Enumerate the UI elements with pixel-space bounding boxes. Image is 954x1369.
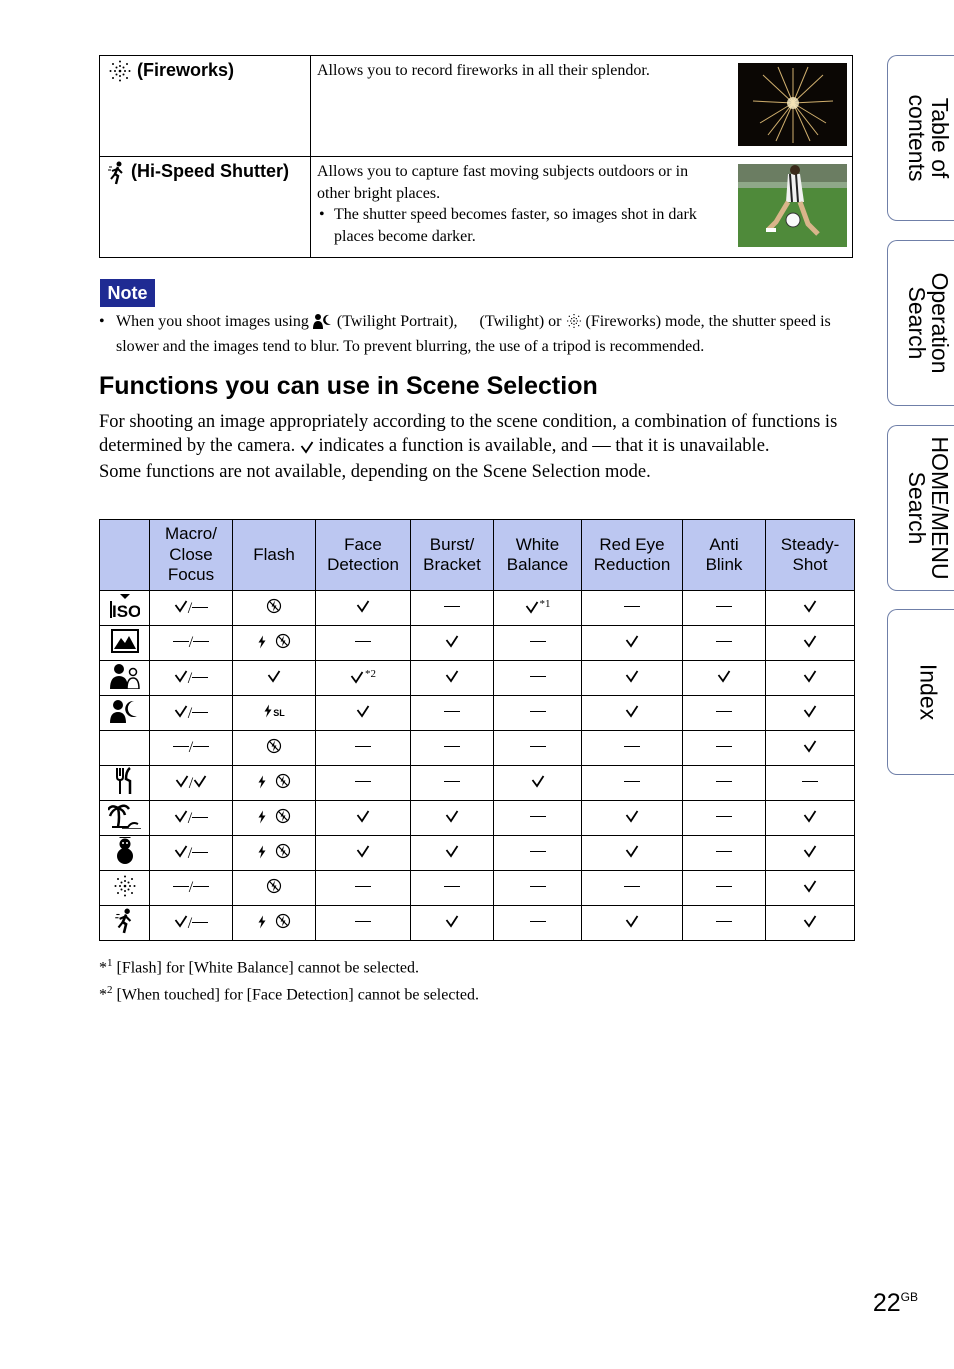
dash-mark <box>530 851 546 852</box>
table-cell <box>411 731 494 766</box>
soft-snap-icon <box>100 661 150 696</box>
table-cell <box>766 801 855 836</box>
table-cell <box>233 626 316 661</box>
note-label: Note <box>100 279 155 307</box>
flash-off-icon <box>275 773 291 789</box>
table-cell <box>582 766 683 801</box>
check-icon <box>625 844 639 858</box>
dash-mark <box>193 886 209 887</box>
table-cell <box>494 731 582 766</box>
flash-off-icon <box>266 598 282 614</box>
table-cell <box>766 871 855 906</box>
scene-name-hi-speed-shutter: (Hi-Speed Shutter) <box>131 161 290 181</box>
table-row <box>100 836 855 871</box>
dash-mark <box>530 746 546 747</box>
flash-off-icon <box>266 878 282 894</box>
flash-off-icon <box>266 738 282 754</box>
check-icon <box>267 669 281 683</box>
check-icon <box>803 704 817 718</box>
dash-mark <box>355 746 371 747</box>
dash-mark <box>624 886 640 887</box>
check-icon <box>193 774 207 788</box>
scene-row-hi-speed-shutter <box>100 157 853 258</box>
table-cell <box>233 906 316 941</box>
table-cell: / <box>150 836 233 871</box>
table-cell <box>233 766 316 801</box>
fireworks-icon <box>566 313 582 336</box>
table-cell <box>411 591 494 626</box>
dash-mark <box>444 606 460 607</box>
dash-mark <box>192 922 208 923</box>
table-cell <box>233 801 316 836</box>
table-cell <box>582 591 683 626</box>
table-cell <box>316 731 411 766</box>
dash-mark <box>173 641 189 642</box>
table-cell <box>766 696 855 731</box>
note-text-part: (Fireworks) mode, the shutter speed is slower and the images tend to blur. To prevent blurring, the use of a tripod is recommended. <box>116 313 831 355</box>
check-icon <box>525 600 539 614</box>
scene-bullet-hi-speed-shutter: • The shutter speed becomes faster, so images shot in dark places become darker. <box>334 204 702 247</box>
table-cell <box>582 871 683 906</box>
check-icon <box>625 809 639 823</box>
dash-mark <box>716 746 732 747</box>
table-cell <box>683 871 766 906</box>
intro-line1: For shooting an image appropriately according to the scene condition, a combination of functions is determined by the camera. <box>99 412 838 456</box>
table-cell: / <box>150 626 233 661</box>
check-icon <box>803 809 817 823</box>
table-cell <box>411 661 494 696</box>
intro-text <box>99 411 855 485</box>
table-cell <box>233 731 316 766</box>
check-icon <box>445 809 459 823</box>
dash-mark <box>173 746 189 747</box>
footnote-1: *$^1$ [Flash] for [White Balance] cannot be selected. <box>99 957 420 977</box>
check-icon <box>356 844 370 858</box>
check-icon <box>174 914 188 928</box>
high-sensitivity-iso-icon <box>100 591 150 626</box>
table-cell <box>233 591 316 626</box>
table-cell: / <box>150 661 233 696</box>
check-icon <box>445 844 459 858</box>
check-icon <box>174 844 188 858</box>
soccer-photo <box>738 164 847 247</box>
table-cell <box>494 696 582 731</box>
gourmet-icon <box>100 766 150 801</box>
flash-auto-icon <box>257 635 267 649</box>
table-cell <box>316 696 411 731</box>
scene-description-table <box>99 55 853 258</box>
table-cell <box>316 836 411 871</box>
table-cell <box>766 836 855 871</box>
table-cell <box>233 661 316 696</box>
flash-auto-icon <box>257 775 267 789</box>
fireworks-icon <box>100 871 150 906</box>
table-cell <box>766 626 855 661</box>
check-icon <box>803 599 817 613</box>
table-cell <box>582 626 683 661</box>
column-header <box>100 520 150 591</box>
column-header: Red Eye Reduction <box>582 520 683 591</box>
dash-mark <box>716 711 732 712</box>
table-cell <box>683 661 766 696</box>
check-icon <box>803 914 817 928</box>
dash-mark <box>530 711 546 712</box>
table-cell: *1 <box>494 591 582 626</box>
check-icon <box>174 809 188 823</box>
hi-speed-shutter-icon <box>100 906 150 941</box>
table-cell <box>411 836 494 871</box>
dash-mark <box>716 816 732 817</box>
table-row <box>100 801 855 836</box>
dash-mark <box>716 921 732 922</box>
dash-mark <box>173 886 189 887</box>
dash-mark <box>444 746 460 747</box>
check-icon <box>356 704 370 718</box>
dash-mark <box>530 921 546 922</box>
function-table-header <box>100 520 855 591</box>
note-text <box>99 311 855 357</box>
check-icon <box>803 669 817 683</box>
twilight-portrait-icon <box>313 313 333 336</box>
dash-mark <box>193 641 209 642</box>
table-cell <box>316 871 411 906</box>
dash-mark <box>355 641 371 642</box>
dash-mark <box>802 781 818 782</box>
table-cell <box>316 591 411 626</box>
table-cell <box>582 661 683 696</box>
table-row <box>100 591 855 626</box>
landscape-icon <box>100 626 150 661</box>
dash-mark <box>444 886 460 887</box>
table-cell <box>411 626 494 661</box>
check-icon <box>445 914 459 928</box>
check-icon <box>445 669 459 683</box>
twilight-portrait-icon <box>100 696 150 731</box>
table-cell <box>316 626 411 661</box>
twilight-icon <box>462 313 476 336</box>
table-cell <box>582 731 683 766</box>
footnote-2: *$^2$ [When touched] for [Face Detection] cannot be selected. <box>99 984 479 1004</box>
intro-line2: Some functions are not available, depending on the Scene Selection mode. <box>99 462 651 482</box>
check-icon <box>625 914 639 928</box>
flash-auto-icon <box>257 810 267 824</box>
flash-off-icon <box>275 808 291 824</box>
check-icon <box>175 774 189 788</box>
check-icon <box>356 599 370 613</box>
table-cell <box>766 661 855 696</box>
dash-mark <box>530 641 546 642</box>
footnotes <box>99 952 479 1007</box>
table-cell <box>766 766 855 801</box>
check-icon <box>625 669 639 683</box>
scene-name-fireworks: (Fireworks) <box>137 60 235 80</box>
column-header: Steady- Shot <box>766 520 855 591</box>
slow-sync-icon <box>263 704 273 718</box>
table-row <box>100 906 855 941</box>
table-cell <box>494 626 582 661</box>
tab-home-menu-search[interactable]: HOME/MENU Search <box>887 425 954 591</box>
table-row <box>100 661 855 696</box>
snow-icon <box>100 836 150 871</box>
dash-mark <box>716 781 732 782</box>
check-icon <box>803 879 817 893</box>
table-cell <box>582 696 683 731</box>
check-icon <box>531 774 545 788</box>
dash-mark <box>716 851 732 852</box>
tab-operation-search[interactable]: Operation Search <box>887 240 954 406</box>
table-cell <box>683 801 766 836</box>
note-text-part: (Twilight Portrait), <box>332 313 462 330</box>
table-row <box>100 696 855 731</box>
table-cell <box>766 906 855 941</box>
check-icon <box>174 704 188 718</box>
column-header: White Balance <box>494 520 582 591</box>
table-cell: / <box>150 766 233 801</box>
dash-mark <box>192 852 208 853</box>
note-bullet: • <box>99 313 105 330</box>
dash-mark <box>530 676 546 677</box>
dash-mark <box>624 781 640 782</box>
dash-mark <box>716 641 732 642</box>
table-cell <box>494 836 582 871</box>
check-icon <box>717 669 731 683</box>
check-icon <box>174 599 188 613</box>
table-cell <box>683 731 766 766</box>
dash-mark <box>444 781 460 782</box>
column-header: Anti Blink <box>683 520 766 591</box>
table-cell <box>411 801 494 836</box>
check-icon <box>174 669 188 683</box>
intro-line1b: indicates a function is available, and — that it is unavailable. <box>313 435 770 456</box>
note-text-part: When you shoot images using <box>116 313 313 330</box>
table-cell <box>683 591 766 626</box>
table-cell: / <box>150 906 233 941</box>
table-row <box>100 626 855 661</box>
flash-auto-icon <box>257 845 267 859</box>
svg-text:ISO: ISO <box>111 601 140 619</box>
check-icon <box>625 704 639 718</box>
column-header: Macro/ Close Focus <box>150 520 233 591</box>
dash-mark <box>355 921 371 922</box>
column-header: Burst/ Bracket <box>411 520 494 591</box>
dash-mark <box>193 746 209 747</box>
table-cell <box>494 661 582 696</box>
scene-row-fireworks <box>100 56 853 157</box>
flash-off-icon <box>275 913 291 929</box>
table-cell <box>766 731 855 766</box>
table-cell: / <box>150 696 233 731</box>
check-icon <box>803 634 817 648</box>
check-icon <box>350 670 364 684</box>
check-icon <box>803 844 817 858</box>
scene-desc-hi-speed-shutter: Allows you to capture fast moving subjects outdoors or in other bright places. <box>317 163 689 202</box>
table-cell: / <box>150 731 233 766</box>
table-cell <box>683 906 766 941</box>
beach-icon <box>100 801 150 836</box>
table-row <box>100 871 855 906</box>
table-cell: SL <box>233 696 316 731</box>
tab-index[interactable]: Index <box>887 609 954 775</box>
table-cell <box>683 696 766 731</box>
table-cell <box>411 906 494 941</box>
table-cell <box>494 801 582 836</box>
scene-function-table <box>99 519 855 941</box>
table-cell <box>411 766 494 801</box>
table-cell <box>316 801 411 836</box>
table-cell <box>683 836 766 871</box>
dash-mark <box>624 746 640 747</box>
fireworks-photo <box>738 63 847 146</box>
table-cell: / <box>150 591 233 626</box>
table-cell <box>411 871 494 906</box>
check-icon <box>625 634 639 648</box>
twilight-icon <box>100 731 150 766</box>
dash-mark <box>192 607 208 608</box>
dash-mark <box>444 711 460 712</box>
table-cell <box>316 906 411 941</box>
table-cell <box>494 871 582 906</box>
table-cell <box>316 766 411 801</box>
section-heading: Functions you can use in Scene Selection <box>99 372 598 400</box>
dash-mark <box>530 816 546 817</box>
table-cell <box>233 836 316 871</box>
table-cell <box>233 871 316 906</box>
dash-mark <box>355 781 371 782</box>
dash-mark <box>192 677 208 678</box>
note-text-part: (Twilight) or <box>475 313 566 330</box>
dash-mark <box>530 886 546 887</box>
table-cell <box>494 906 582 941</box>
table-cell <box>683 626 766 661</box>
table-cell <box>494 766 582 801</box>
dash-mark <box>624 606 640 607</box>
table-cell <box>582 836 683 871</box>
table-row <box>100 766 855 801</box>
table-cell: / <box>150 871 233 906</box>
table-cell <box>683 766 766 801</box>
table-cell <box>582 906 683 941</box>
check-icon <box>300 438 314 462</box>
column-header: Face Detection <box>316 520 411 591</box>
table-cell: *2 <box>316 661 411 696</box>
flash-off-icon <box>275 633 291 649</box>
table-cell <box>411 696 494 731</box>
check-icon <box>445 634 459 648</box>
tab-table-of-contents[interactable]: Table of contents <box>887 55 954 221</box>
dash-mark <box>192 712 208 713</box>
table-cell: / <box>150 801 233 836</box>
table-row <box>100 731 855 766</box>
dash-mark <box>192 817 208 818</box>
column-header: Flash <box>233 520 316 591</box>
check-icon <box>803 739 817 753</box>
dash-mark <box>355 886 371 887</box>
flash-auto-icon <box>257 915 267 929</box>
flash-off-icon <box>275 843 291 859</box>
table-cell <box>582 801 683 836</box>
scene-desc-fireworks: Allows you to record fireworks in all their splendor. <box>317 62 650 79</box>
dash-mark <box>716 886 732 887</box>
fireworks-icon <box>108 60 132 87</box>
check-icon <box>356 809 370 823</box>
dash-mark <box>716 606 732 607</box>
table-cell <box>766 591 855 626</box>
page-number: $22^{GB}$ <box>872 1289 918 1317</box>
hi-speed-shutter-icon <box>108 161 126 190</box>
